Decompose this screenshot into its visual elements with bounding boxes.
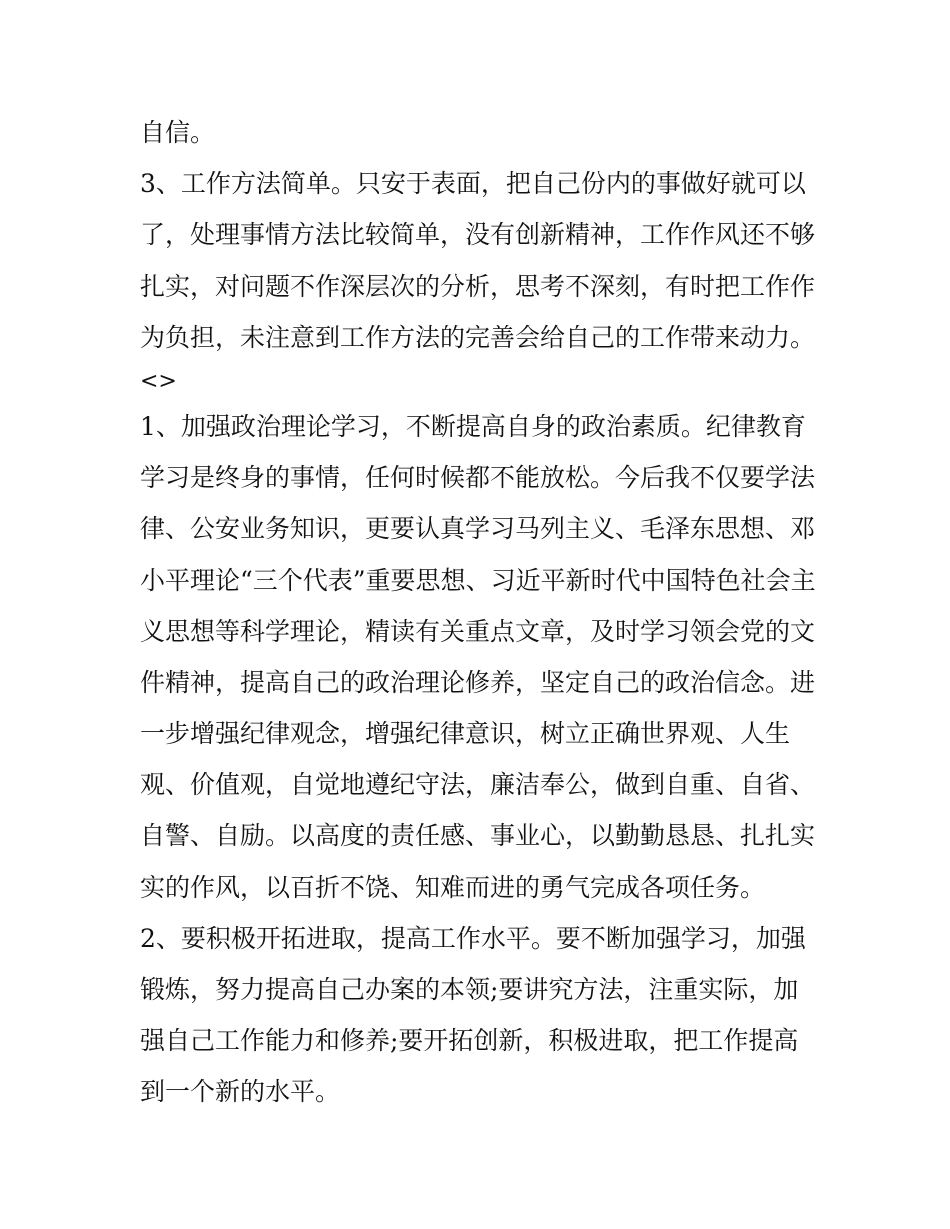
text-line: 件精神，提高自己的政治理论修养，坚定自己的政治信念。进: [140, 667, 816, 697]
text-line: 自警、自励。以高度的责任感、事业心，以勤勤恳恳、扎扎实: [140, 821, 816, 851]
text-line: 锻炼，努力提高自己办案的本领;要讲究方法，注重实际，加: [140, 975, 799, 1004]
text-line: 了，处理事情方法比较简单，没有创新精神，工作作风还不够: [140, 220, 816, 250]
text-line: 小平理论“三个代表”重要思想、习近平新时代中国特色社会主: [140, 565, 816, 595]
text-line: 为负担，未注意到工作方法的完善会给自己的工作带来动力。: [140, 322, 816, 352]
text-line: 2、要积极开拓进取，提高工作水平。要不断加强学习，加强: [140, 923, 806, 953]
document-body: [140, 107, 820, 1118]
text-line: 扎实，对问题不作深层次的分析，思考不深刻，有时把工作作: [140, 271, 816, 301]
text-line: 强自己工作能力和修养;要开拓创新，积极进取，把工作提高: [140, 1026, 799, 1056]
text-line: 自信。: [140, 118, 216, 147]
text-line: 3、工作方法简单。只安于表面，把自己份内的事做好就可以: [140, 169, 806, 199]
text-line: 学习是终身的事情，任何时候都不能放松。今后我不仅要学法: [140, 463, 816, 493]
text-line: 义思想等科学理论，精读有关重点文章，及时学习领会党的文: [140, 616, 816, 646]
text-line: 实的作风，以百折不饶、知难而进的勇气完成各项任务。: [140, 872, 766, 902]
text-line: 到一个新的水平。: [140, 1077, 341, 1107]
text-line: 1、加强政治理论学习，不断提高自身的政治素质。纪律教育: [140, 411, 806, 441]
text-line: 观、价值观，自觉地遵纪守法，廉洁奉公，做到自重、自省、: [140, 770, 816, 800]
text-line-marker: <>: [140, 368, 177, 394]
text-line: 律、公安业务知识，更要认真学习马列主义、毛泽东思想、邓: [140, 514, 816, 544]
text-line: 一步增强纪律观念，增强纪律意识，树立正确世界观、人生: [140, 719, 791, 749]
